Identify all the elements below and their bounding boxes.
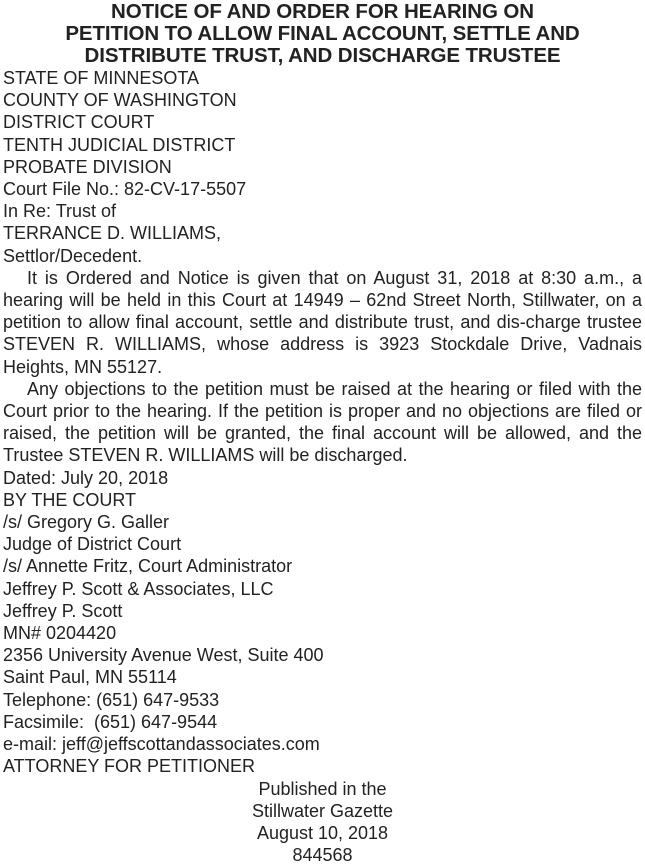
law-firm-name: Jeffrey P. Scott & Associates, LLC bbox=[3, 578, 274, 599]
caption-county: COUNTY OF WASHINGTON bbox=[3, 90, 237, 111]
caption-district: TENTH JUDICIAL DISTRICT bbox=[3, 134, 236, 155]
caption-state: STATE OF MINNESOTA bbox=[3, 68, 200, 88]
caption-division: PROBATE DIVISION bbox=[3, 156, 172, 177]
caption-settlor-role: Settlor/Decedent. bbox=[3, 245, 143, 266]
caption-in-re: In Re: Trust of bbox=[3, 201, 117, 222]
case-caption bbox=[3, 67, 642, 267]
attorney-license-number: MN# 0204420 bbox=[3, 623, 117, 644]
signature-block bbox=[3, 467, 642, 778]
notice-title bbox=[3, 0, 642, 67]
caption-court: DISTRICT COURT bbox=[3, 112, 155, 133]
email-address: e-mail: jeff@jeffscottandassociates.com bbox=[3, 734, 320, 755]
title-line: NOTICE OF AND ORDER FOR HEARING ON bbox=[111, 0, 534, 23]
court-file-number: Court File No.: 82-CV-17-5507 bbox=[3, 179, 247, 200]
judge-signature: /s/ Gregory G. Galler bbox=[3, 512, 170, 533]
publication-info bbox=[3, 778, 642, 867]
caption-settlor-name: TERRANCE D. WILLIAMS, bbox=[3, 223, 222, 244]
by-the-court: BY THE COURT bbox=[3, 489, 137, 510]
attorney-role: ATTORNEY FOR PETITIONER bbox=[3, 756, 256, 777]
telephone: Telephone: (651) 647-9533 bbox=[3, 689, 220, 710]
publication-line: Published in the bbox=[258, 778, 387, 799]
title-line: PETITION TO ALLOW FINAL ACCOUNT, SETTLE AND bbox=[65, 22, 580, 45]
objections-paragraph: Any objections to the petition must be raised at the hearing or filed with the Court prior to the hearing. If the petition is proper and no objections are filed or raised, the petition will be granted, the final account will be allowed, and the Trustee STEVEN R. WILLIAMS will be discharged. bbox=[3, 378, 642, 466]
judge-title: Judge of District Court bbox=[3, 534, 182, 555]
dated-line: Dated: July 20, 2018 bbox=[3, 467, 169, 488]
title-line: DISTRIBUTE TRUST, AND DISCHARGE TRUSTEE bbox=[84, 44, 561, 67]
publication-date: August 10, 2018 bbox=[256, 822, 389, 843]
publication-id: 844568 bbox=[292, 845, 353, 866]
address-city: Saint Paul, MN 55114 bbox=[3, 667, 177, 688]
facsimile: Facsimile: (651) 647-9544 bbox=[3, 711, 218, 732]
attorney-name: Jeffrey P. Scott bbox=[3, 600, 123, 621]
address-street: 2356 University Avenue West, Suite 400 bbox=[3, 645, 324, 666]
hearing-paragraph: It is Ordered and Notice is given that on August 31, 2018 at 8:30 a.m., a hearing will be held in this Court at 14949 – 62nd Street North, Stillwater, on a petition to allow final account, settle and distribute trust, and dis-charge trustee STEVEN R. WILLIAMS, whose address is 3923 Stockdale Drive, Vadnais Heights, MN 55127. bbox=[3, 267, 642, 377]
legal-notice bbox=[3, 0, 642, 866]
publication-newspaper: Stillwater Gazette bbox=[251, 800, 394, 821]
administrator-signature: /s/ Annette Fritz, Court Administrator bbox=[3, 556, 293, 577]
